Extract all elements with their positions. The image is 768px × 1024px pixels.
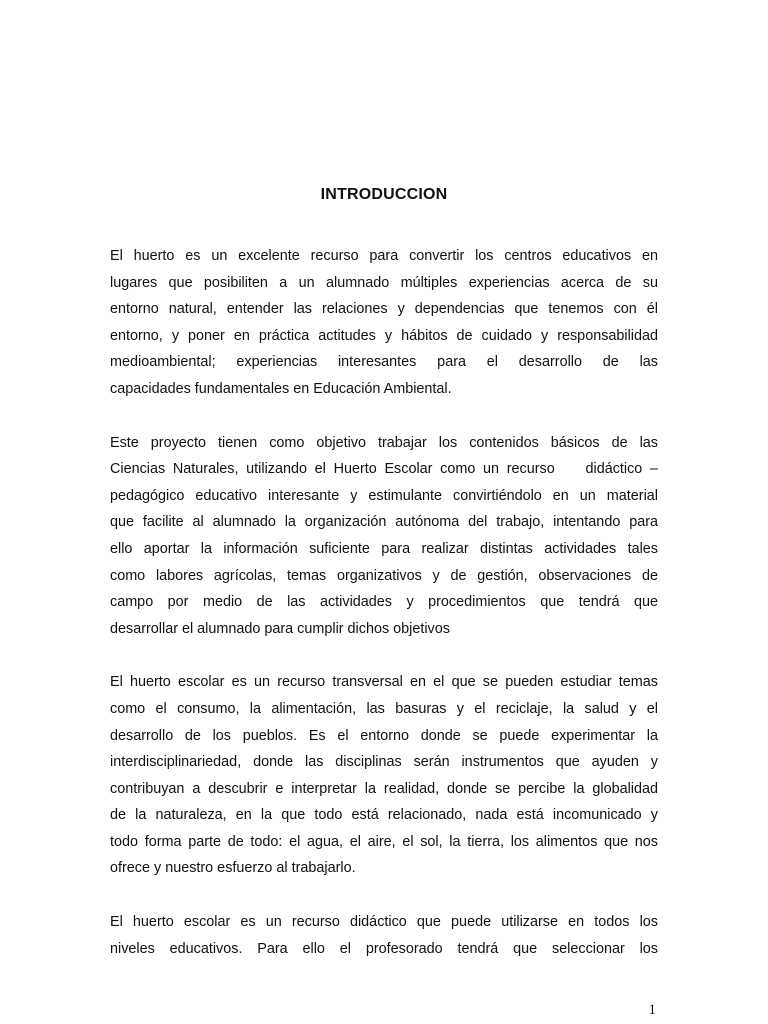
paragraph-line: Ciencias Naturales, utilizando el Huerto Escolar como un recurso didáctico –	[110, 461, 658, 478]
paragraph-line: El huerto escolar es un recurso didáctico que puede utilizarse en todos los	[110, 914, 658, 931]
paragraph-line: Este proyecto tienen como objetivo trabajar los contenidos básicos de las	[110, 434, 658, 451]
paragraph-line: pedagógico educativo interesante y estimulante convirtiéndolo en un material	[110, 487, 658, 504]
paragraph-line: interdisciplinariedad, donde las disciplinas serán instrumentos que ayuden y	[110, 754, 658, 771]
paragraph-line: El huerto es un excelente recurso para convertir los centros educativos en	[110, 248, 658, 264]
paragraph-line: entorno natural, entender las relaciones y dependencias que tenemos con él	[110, 301, 658, 318]
paragraph-line: niveles educativos. Para ello el profesorado tendrá que seleccionar los	[110, 940, 658, 957]
paragraph-line: como labores agrícolas, temas organizativos y de gestión, observaciones de	[110, 567, 658, 584]
page-number: 1	[648, 1002, 656, 1018]
paragraph-line: que facilite al alumnado la organización autónoma del trabajo, intentando para	[110, 514, 658, 531]
paragraph-line: entorno, y poner en práctica actitudes y hábitos de cuidado y responsabilidad	[110, 327, 658, 344]
paragraph-line: El huerto escolar es un recurso transversal en el que se pueden estudiar temas	[110, 674, 658, 691]
paragraph-line: campo por medio de las actividades y procedimientos que tendrá que	[110, 594, 658, 611]
paragraph-3	[110, 669, 658, 882]
paragraph-2	[110, 430, 658, 643]
paragraph-line: desarrollo de los pueblos. Es el entorno donde se puede experimentar la	[110, 727, 658, 744]
paragraph-4	[110, 909, 658, 962]
paragraph-line: capacidades fundamentales en Educación Ambiental.	[110, 380, 452, 397]
page-title: INTRODUCCION	[320, 186, 448, 203]
paragraph-line: medioambiental; experiencias interesantes para el desarrollo de las	[110, 354, 658, 371]
paragraph-line: desarrollar el alumnado para cumplir dichos objetivos	[110, 620, 450, 637]
paragraph-1	[110, 243, 658, 403]
paragraph-line: contribuyan a descubrir e interpretar la realidad, donde se percibe la globalidad	[110, 780, 658, 797]
paragraph-line: todo forma parte de todo: el agua, el aire, el sol, la tierra, los alimentos que nos	[110, 833, 658, 850]
paragraph-line: lugares que posibiliten a un alumnado múltiples experiencias acerca de su	[110, 274, 658, 291]
paragraph-line: de la naturaleza, en la que todo está relacionado, nada está incomunicado y	[110, 807, 658, 824]
paragraph-line: ofrece y nuestro esfuerzo al trabajarlo.	[110, 860, 356, 877]
paragraph-line: ello aportar la información suficiente para realizar distintas actividades tales	[110, 540, 658, 557]
paragraph-line: como el consumo, la alimentación, las basuras y el reciclaje, la salud y el	[110, 700, 658, 717]
body-text	[110, 243, 658, 989]
